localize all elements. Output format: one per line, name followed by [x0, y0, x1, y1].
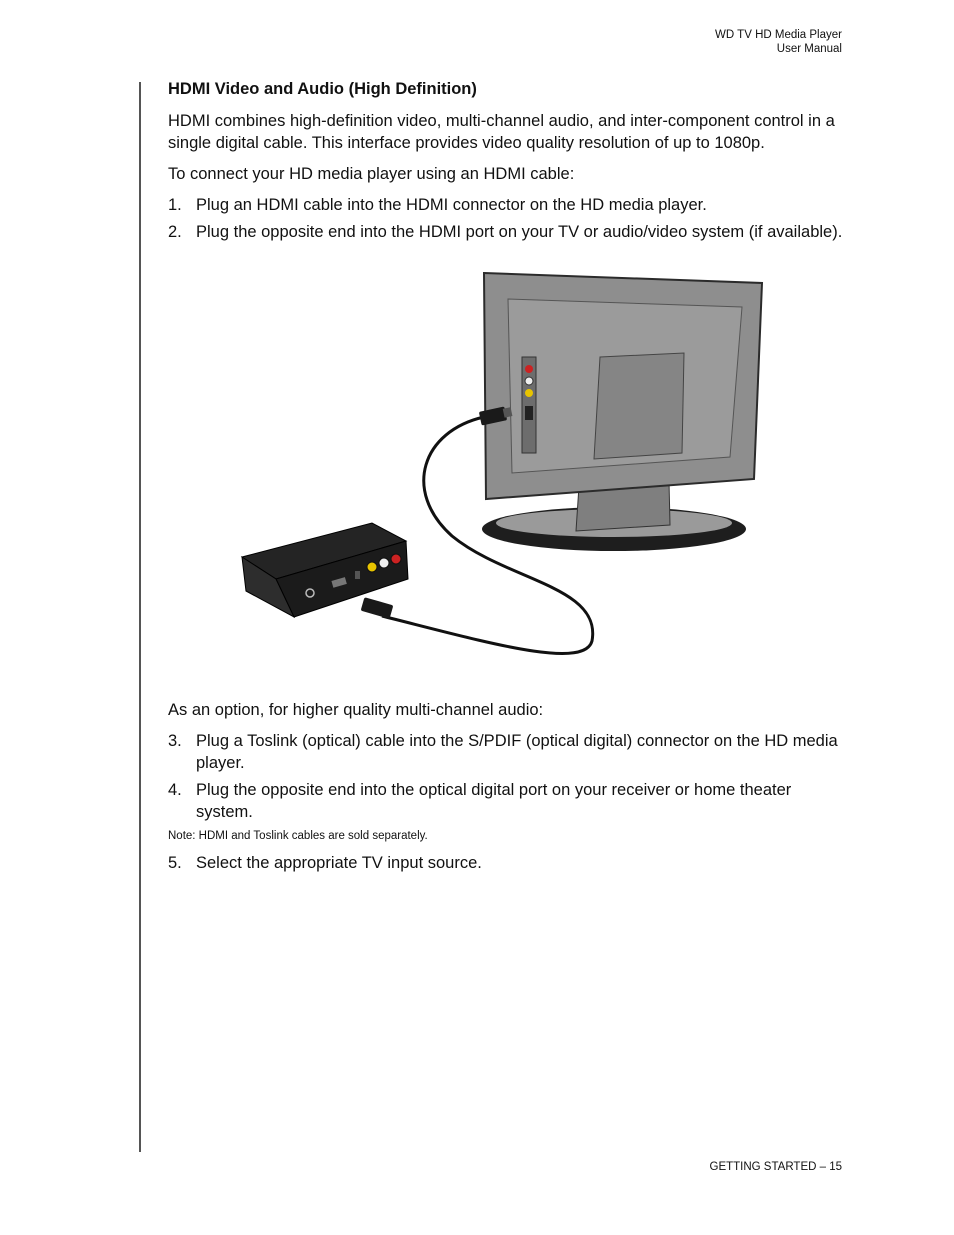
list-item: [168, 730, 848, 774]
connection-illustration: [222, 261, 792, 681]
step-text: Select the appropriate TV input source.: [196, 854, 482, 872]
step-number: 3.: [168, 732, 182, 750]
step-number: 1.: [168, 196, 182, 214]
rca-white-port: [525, 377, 533, 385]
steps-list-b: [168, 730, 848, 823]
option-lead: As an option, for higher quality multi-channel audio:: [168, 701, 544, 719]
step-number: 4.: [168, 781, 182, 799]
list-item: [168, 221, 848, 243]
lead-paragraph: To connect your HD media player using an HDMI cable:: [168, 165, 575, 183]
header-title: WD TV HD Media Player: [715, 29, 842, 41]
page-content: [168, 78, 848, 879]
step-text: Plug the opposite end into the HDMI port on your TV or audio/video system (if available).: [196, 223, 843, 241]
section-heading: HDMI Video and Audio (High Definition): [168, 80, 477, 98]
steps-list-a: [168, 194, 848, 243]
hdmi-plug-player: [361, 597, 394, 619]
page-footer: GETTING STARTED – 15: [709, 1161, 842, 1173]
player-rca-white: [379, 558, 389, 568]
player-rca-red: [391, 554, 401, 564]
margin-rule: [139, 82, 141, 1152]
list-item: [168, 852, 848, 874]
hdmi-connection-diagram: [222, 261, 792, 681]
header-subtitle: User Manual: [776, 43, 842, 55]
list-item: [168, 779, 848, 823]
steps-list-c: [168, 852, 848, 874]
list-item: [168, 194, 848, 216]
step-text: Plug a Toslink (optical) cable into the S/PDIF (optical digital) connector on the HD media player.: [196, 732, 838, 772]
step-number: 2.: [168, 223, 182, 241]
player-optical-port: [355, 571, 360, 579]
rca-red-port: [525, 365, 533, 373]
step-text: Plug an HDMI cable into the HDMI connector on the HD media player.: [196, 196, 707, 214]
rca-yellow-port: [525, 389, 533, 397]
note-text: Note: HDMI and Toslink cables are sold separately.: [168, 830, 428, 842]
step-number: 5.: [168, 854, 182, 872]
step-text: Plug the opposite end into the optical digital port on your receiver or home theater system.: [196, 781, 792, 821]
running-header: [715, 28, 842, 56]
player-rca-yellow: [367, 562, 377, 572]
tv-hdmi-port: [525, 406, 533, 420]
tv-mount-panel: [594, 353, 684, 459]
intro-paragraph: HDMI combines high-definition video, multi-channel audio, and inter-component control in a single digital cable. This interface provides video quality resolution of up to 1080p.: [168, 112, 835, 152]
